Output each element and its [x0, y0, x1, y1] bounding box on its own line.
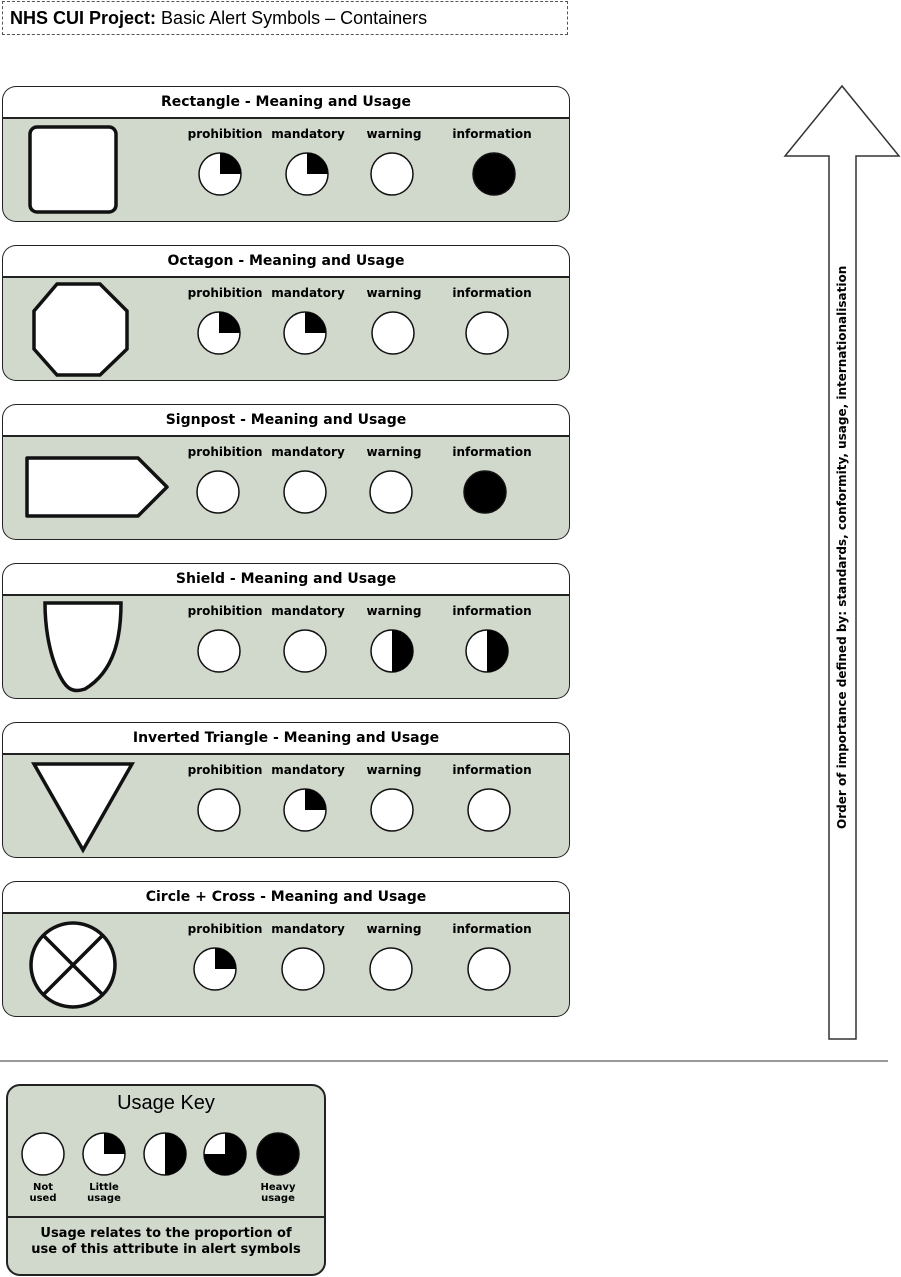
panel-body — [2, 912, 570, 1017]
key-label-not-used: Not used — [29, 1182, 57, 1204]
column-label-information: information — [452, 763, 532, 777]
circle-cross-icon — [3, 914, 183, 1017]
usage-pie-information — [463, 309, 511, 357]
usage-pie-prohibition — [195, 627, 243, 675]
column-label-warning: warning — [366, 445, 422, 459]
column-label-mandatory: mandatory — [271, 763, 345, 777]
panel-heading: Circle + Cross - Meaning and Usage — [2, 881, 570, 914]
arrow-label: Order of importance defined by: standards, conformity, usage, internationalisation — [835, 265, 849, 829]
column-label-warning: warning — [366, 922, 422, 936]
octagon-icon — [3, 278, 183, 381]
panel-body — [2, 753, 570, 858]
key-label-little-usage: Little usage — [87, 1182, 121, 1204]
column-label-information: information — [452, 922, 532, 936]
column-label-prohibition: prohibition — [187, 127, 263, 141]
usage-key-note: Usage relates to the proportion of use of this attribute in alert symbols — [31, 1226, 301, 1257]
column-label-information: information — [452, 604, 532, 618]
panel-shield — [2, 563, 570, 699]
shield-icon — [3, 596, 183, 699]
key-label-heavy-usage: Heavy usage — [260, 1182, 296, 1204]
usage-pie-prohibition — [196, 150, 244, 198]
usage-key-pie-0 — [22, 1133, 64, 1175]
column-label-warning: warning — [366, 763, 422, 777]
panel-heading: Rectangle - Meaning and Usage — [2, 86, 570, 119]
usage-pie-warning — [367, 945, 415, 993]
usage-pie-information — [465, 786, 513, 834]
usage-pie-information — [463, 627, 511, 675]
title-project: NHS CUI Project: — [10, 8, 157, 28]
usage-pie-prohibition — [191, 945, 239, 993]
column-label-mandatory: mandatory — [271, 445, 345, 459]
divider — [0, 1060, 888, 1062]
page-title — [2, 1, 568, 35]
panel-body — [2, 435, 570, 540]
usage-key-pie-2 — [144, 1133, 186, 1175]
panel-rectangle — [2, 86, 570, 222]
panel-body — [2, 117, 570, 222]
usage-pie-information — [461, 468, 509, 516]
usage-pie-prohibition — [195, 309, 243, 357]
inverted-triangle-icon — [3, 755, 183, 858]
usage-pie-prohibition — [194, 468, 242, 516]
panel-octagon — [2, 245, 570, 381]
column-label-information: information — [452, 286, 532, 300]
usage-pie-prohibition — [195, 786, 243, 834]
usage-pie-warning — [367, 468, 415, 516]
usage-pie-information — [465, 945, 513, 993]
column-label-mandatory: mandatory — [271, 286, 345, 300]
panel-body — [2, 594, 570, 699]
column-label-prohibition: prohibition — [187, 445, 263, 459]
usage-pie-warning — [369, 309, 417, 357]
column-label-prohibition: prohibition — [187, 922, 263, 936]
usage-pie-warning — [368, 627, 416, 675]
usage-pie-warning — [368, 150, 416, 198]
panel-heading: Shield - Meaning and Usage — [2, 563, 570, 596]
usage-pie-mandatory — [283, 150, 331, 198]
column-label-mandatory: mandatory — [271, 604, 345, 618]
panel-signpost — [2, 404, 570, 540]
usage-pie-warning — [368, 786, 416, 834]
usage-key-pie-1 — [83, 1133, 125, 1175]
column-label-mandatory: mandatory — [271, 922, 345, 936]
column-label-prohibition: prohibition — [187, 604, 263, 618]
column-label-prohibition: prohibition — [187, 763, 263, 777]
column-label-mandatory: mandatory — [271, 127, 345, 141]
column-label-warning: warning — [366, 286, 422, 300]
column-label-information: information — [452, 445, 532, 459]
usage-pie-mandatory — [281, 468, 329, 516]
panel-inverted-triangle — [2, 722, 570, 858]
column-label-prohibition: prohibition — [187, 286, 263, 300]
usage-key-separator — [8, 1216, 324, 1218]
usage-pie-mandatory — [281, 627, 329, 675]
panel-body — [2, 276, 570, 381]
usage-pie-mandatory — [279, 945, 327, 993]
column-label-information: information — [452, 127, 532, 141]
panel-heading: Signpost - Meaning and Usage — [2, 404, 570, 437]
title-subject: Basic Alert Symbols – Containers — [161, 8, 428, 28]
rectangle-icon — [3, 119, 183, 222]
panel-heading: Octagon - Meaning and Usage — [2, 245, 570, 278]
usage-pie-mandatory — [281, 309, 329, 357]
usage-pie-mandatory — [281, 786, 329, 834]
panel-heading: Inverted Triangle - Meaning and Usage — [2, 722, 570, 755]
usage-key-pie-3 — [204, 1133, 246, 1175]
usage-key-title: Usage Key — [117, 1092, 215, 1114]
column-label-warning: warning — [366, 604, 422, 618]
usage-key — [6, 1084, 326, 1276]
panel-circle-cross — [2, 881, 570, 1017]
usage-key-pie-4 — [257, 1133, 299, 1175]
usage-pie-information — [470, 150, 518, 198]
signpost-icon — [3, 437, 183, 540]
column-label-warning: warning — [366, 127, 422, 141]
